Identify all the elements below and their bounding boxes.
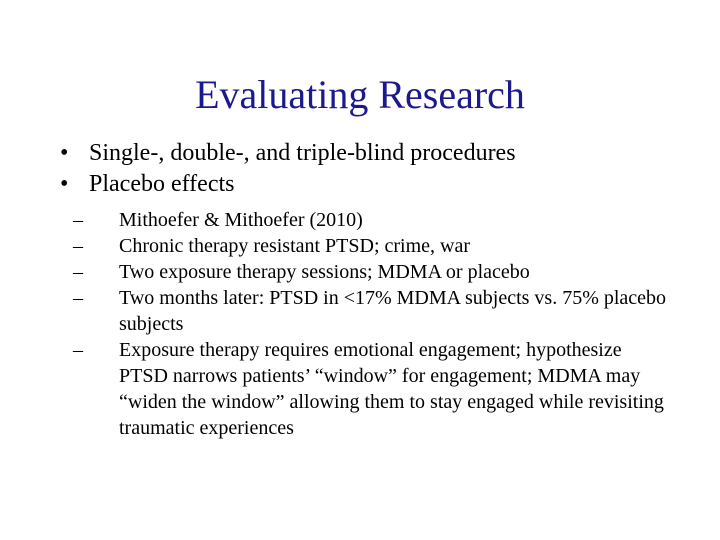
dash-marker: – xyxy=(73,209,83,231)
bullet-text: Single-, double-, and triple-blind procedures xyxy=(89,140,516,166)
sub-bullet-text: Two months later: PTSD in <17% MDMA subjects vs. 75% placebo subjects xyxy=(119,287,667,335)
sub-bullet-text: Chronic therapy resistant PTSD; crime, war xyxy=(119,235,471,257)
sub-bullet-item xyxy=(73,233,673,259)
sub-bullet-list xyxy=(73,207,673,441)
slide-title: Evaluating Research xyxy=(195,72,525,117)
sub-bullet-item xyxy=(73,285,673,337)
dash-marker: – xyxy=(73,339,83,361)
bullet-text: Placebo effects xyxy=(89,171,235,197)
sub-bullet-text: Mithoefer & Mithoefer (2010) xyxy=(119,209,363,231)
bullet-item-blind-procedures xyxy=(60,138,700,169)
sub-bullet-item xyxy=(73,337,673,441)
sub-bullet-text: Exposure therapy requires emotional engagement; hypothesize PTSD narrows patients’ “window” for engagement; MDMA may “widen the window” allowing them to stay engaged while revisiting traumatic experiences xyxy=(119,339,664,439)
bullet-item-placebo-effects xyxy=(60,169,700,200)
bullet-list xyxy=(60,138,700,200)
bullet-marker: • xyxy=(60,140,69,166)
sub-bullet-text: Two exposure therapy sessions; MDMA or placebo xyxy=(119,261,530,283)
dash-marker: – xyxy=(73,235,83,257)
sub-bullet-item xyxy=(73,259,673,285)
dash-marker: – xyxy=(73,287,83,309)
bullet-marker: • xyxy=(60,171,69,197)
sub-bullet-item xyxy=(73,207,673,233)
dash-marker: – xyxy=(73,261,83,283)
